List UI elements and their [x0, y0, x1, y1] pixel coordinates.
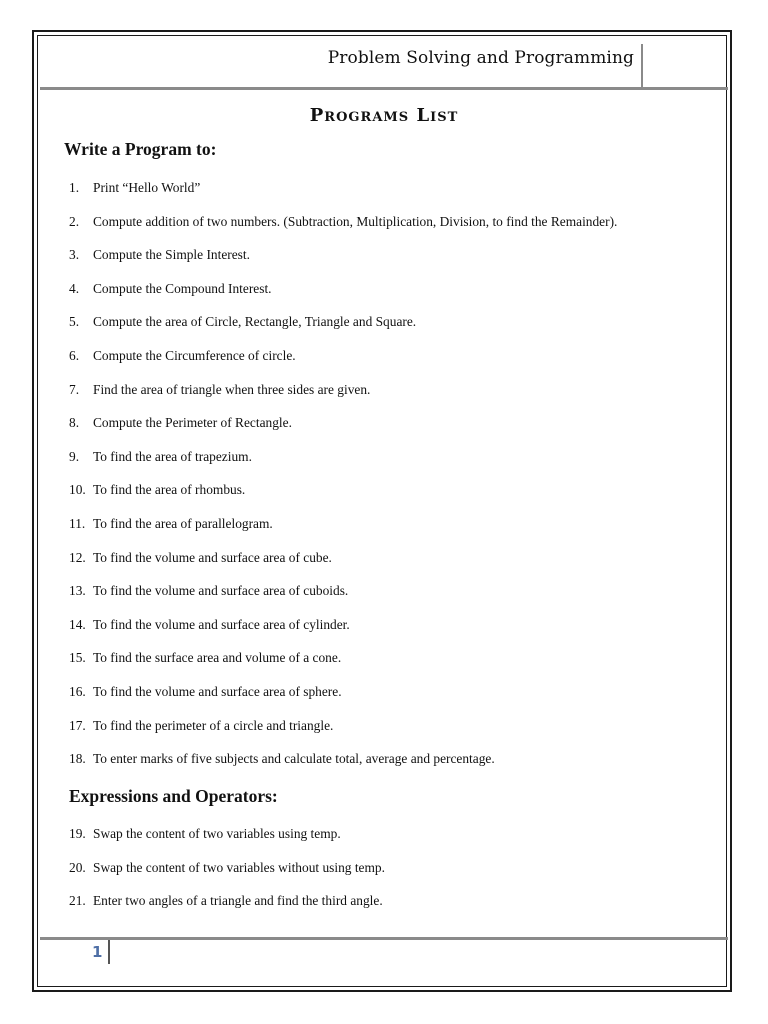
- list-item: [69, 180, 200, 196]
- list-item-text: To find the area of parallelogram.: [93, 516, 273, 531]
- list-item: [69, 684, 342, 700]
- list-item: [69, 718, 333, 734]
- list-item-text: To find the volume and surface area of cylinder.: [93, 616, 350, 632]
- footer-divider: [108, 940, 110, 964]
- list-item: [69, 893, 383, 909]
- document-title: Programs List: [309, 105, 459, 126]
- list-item-text: Compute the Compound Interest.: [93, 280, 272, 296]
- section-heading-expressions: Expressions and Operators:: [69, 786, 278, 806]
- list-item-text: Find the area of triangle when three sides are given.: [93, 381, 371, 397]
- header-title: Problem Solving and Programming: [327, 48, 634, 68]
- list-item: [69, 214, 617, 230]
- list-item-number: 3.: [69, 247, 80, 263]
- list-item-number: 9.: [69, 448, 80, 464]
- list-item-number: 17.: [69, 717, 86, 733]
- list-item-text: Compute the Perimeter of Rectangle.: [93, 415, 292, 431]
- list-item-text: Compute the Simple Interest.: [93, 247, 250, 263]
- list-item-number: 15.: [69, 650, 86, 666]
- list-item-number: 1.: [69, 180, 80, 195]
- list-item-text: Swap the content of two variables without using temp.: [93, 859, 385, 875]
- page-border-inner: [37, 35, 727, 987]
- list-item-number: 19.: [69, 826, 86, 841]
- list-item-text: To enter marks of five subjects and calculate total, average and percentage.: [93, 751, 495, 767]
- list-item-number: 20.: [69, 859, 86, 875]
- list-item: [69, 516, 273, 532]
- list-item-number: 2.: [69, 213, 80, 229]
- list-item-text: Swap the content of two variables using temp.: [93, 826, 341, 841]
- list-item-text: Compute the area of Circle, Rectangle, Triangle and Square.: [93, 314, 417, 330]
- list-item-number: 5.: [69, 314, 80, 330]
- list-item: [69, 751, 495, 767]
- list-item: [69, 826, 341, 842]
- list-item-text: Compute the Circumference of circle.: [93, 348, 296, 363]
- list-item-number: 4.: [69, 280, 80, 296]
- list-item: [69, 617, 350, 633]
- list-item-number: 11.: [69, 516, 86, 531]
- header-divider: [641, 44, 643, 87]
- list-item: [69, 583, 348, 599]
- list-item-text: To find the area of rhombus.: [93, 482, 246, 498]
- list-item-number: 6.: [69, 348, 80, 363]
- list-item-text: To find the perimeter of a circle and triangle.: [93, 717, 334, 733]
- list-item: [69, 550, 332, 566]
- header-rule: [40, 87, 728, 90]
- list-item-number: 7.: [69, 381, 80, 397]
- list-item-text: To find the volume and surface area of cube.: [93, 549, 332, 565]
- footer-rule: [40, 937, 728, 940]
- list-item: [69, 314, 416, 330]
- list-item: [69, 382, 370, 398]
- list-item-text: Enter two angles of a triangle and find the third angle.: [93, 893, 383, 909]
- list-item: [69, 415, 292, 431]
- list-item-text: Compute addition of two numbers. (Subtraction, Multiplication, Division, to find the Remainder).: [93, 213, 618, 229]
- list-item: [69, 449, 252, 465]
- list-item-number: 21.: [69, 893, 86, 909]
- list-item: [69, 482, 245, 498]
- list-item-text: To find the volume and surface area of cuboids.: [93, 583, 349, 599]
- list-item-number: 12.: [69, 549, 86, 565]
- list-item: [69, 281, 272, 297]
- page-number: 1: [92, 943, 103, 961]
- list-item-number: 10.: [69, 482, 86, 498]
- list-item-number: 16.: [69, 684, 86, 699]
- list-item-number: 13.: [69, 583, 86, 599]
- list-item-number: 8.: [69, 415, 80, 431]
- list-item-text: To find the surface area and volume of a cone.: [93, 650, 342, 666]
- list-item-text: Print “Hello World”: [93, 180, 201, 195]
- list-item-number: 14.: [69, 616, 86, 632]
- list-item: [69, 247, 250, 263]
- list-item: [69, 860, 385, 876]
- list-item-text: To find the area of trapezium.: [93, 448, 252, 464]
- list-item: [69, 348, 296, 364]
- list-item: [69, 650, 341, 666]
- section-heading-write-program: Write a Program to:: [64, 139, 217, 159]
- list-item-text: To find the volume and surface area of sphere.: [93, 684, 342, 699]
- list-item-number: 18.: [69, 751, 86, 767]
